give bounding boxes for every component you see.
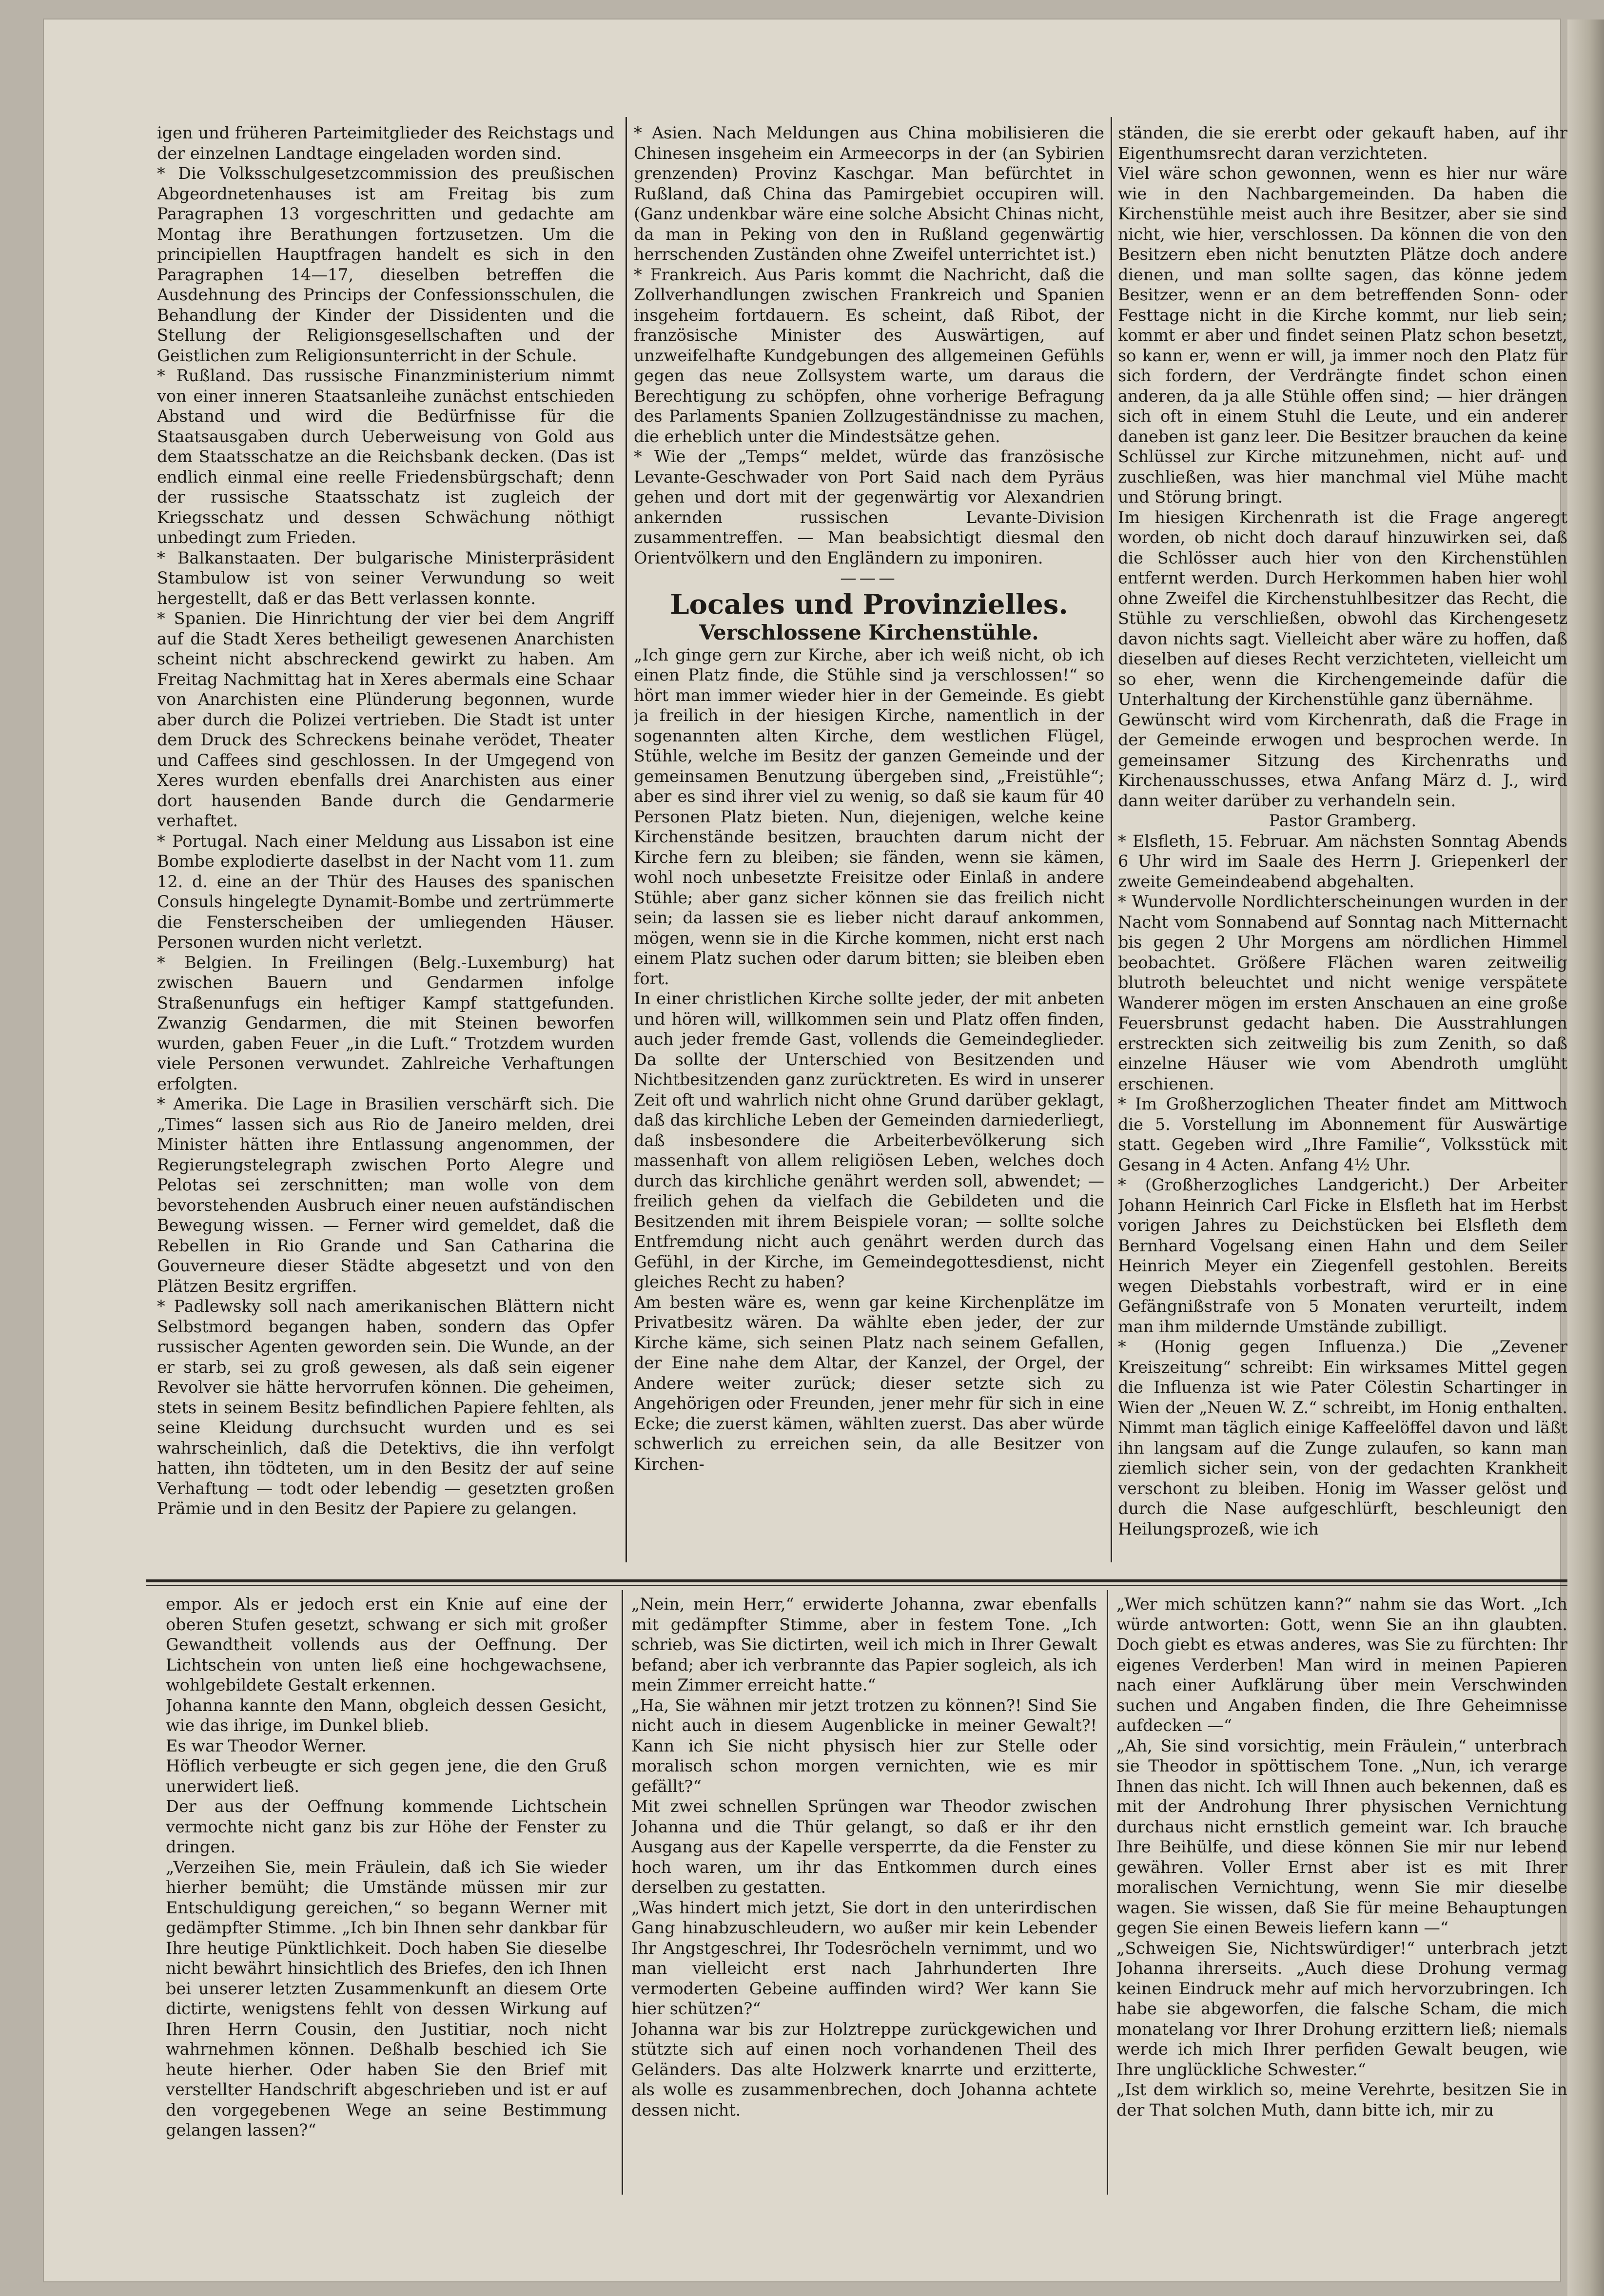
paragraph: * Frankreich. Aus Paris kommt die Nachricht, daß die Zollverhandlungen zwischen Frankreich und Spanien insgeheim fortdauern. Es scheint, daß Ribot, der französische Minister des Auswärtigen, auf unzweifelhafte Kundgebungen des allgemeinen Gefühls gegen das neue Zollsystem warte, um daraus die Berechtigung zu schöpfen, ohne vorherige Befragung des Parlaments Spanien Zollzugeständnisse zu machen, die erheblich unter die Mindestsätze gehen. <box>634 265 1104 446</box>
paragraph: Viel wäre schon gewonnen, wenn es hier nur wäre wie in den Nachbargemeinden. Da haben die Kirchenstühle meist auch ihre Besitzer, aber sie sind nicht, wie hier, verschlossen. Da können die von den Besitzern eben nicht benutzten Plätze doch andere dienen, und man sollte sagen, das könne jedem Besitzer, wenn er an dem betreffenden Sonn- oder Festtage nicht in die Kirche kommt, nur lieb sein; kommt er aber und findet seinen Platz schon besetzt, so kann er, wenn er will, ja immer noch den Platz für sich fordern, der Verdrängte findet schon einen anderen, da ja alle Stühle offen sind; — hier drängen sich oft in einem Stuhl die Leute, und ein anderer daneben ist ganz leer. Die Besitzer brauchen da keine Schlüssel zur Kirche mitzunehmen, nicht auf- und zuschließen, was hier manchmal viel Mühe macht und Störung bringt. <box>1118 164 1567 506</box>
paragraph: * Wie der „Temps“ meldet, würde das französische Levante-Geschwader von Port Said nach dem Pyräus gehen und dort mit der gegenwärtig vor Alexandrien ankernden russischen Levante-Division zusammentreffen. — Man beabsichtigt diesmal den Orientvölkern und den Engländern zu imponiren. <box>634 447 1104 567</box>
paragraph: * Amerika. Die Lage in Brasilien verschärft sich. Die „Times“ lassen sich aus Rio de Janeiro melden, drei Minister hätten ihre Entlassung angenommen, der Regierungstelegraph zwischen Porto Alegre und Pelotas sei zerschnitten; man wolle von dem bevorstehenden Ausbruch einer neuen aufständischen Bewegung wissen. — Ferner wird gemeldet, daß die Rebellen in Rio Grande und San Catharina die Gouverneure dieser Städte abgesetzt und von den Plätzen Besitz ergriffen. <box>157 1094 614 1296</box>
paragraph: In einer christlichen Kirche sollte jeder, der mit anbeten und hören will, willkommen sein und Platz offen finden, auch jeder fremde Gast, vollends die Gemeindeglieder. Da sollte der Unterschied von Besitzenden und Nichtbesitzenden ganz zurücktreten. Es wird in unserer Zeit oft und wahrlich nicht ohne Grund darüber geklagt, daß das kirchliche Leben der Gemeinden darniederliegt, daß insbesondere die Arbeiterbevölkerung sich massenhaft von allem religiösen Leben, welches doch durch das kirchliche genährt werden soll, abwendet; — freilich gehen da vielfach die Gebildeten und die Besitzenden mit ihrem Beispiele voran; — sollte solche Entfremdung nicht auch genährt werden durch das Gefühl, in der Kirche, im Gemeindegottesdienst, nicht gleiches Recht zu haben? <box>634 989 1104 1291</box>
paragraph: Der aus der Oeffnung kommende Lichtschein vermochte nicht ganz bis zur Höhe der Fenster zu dringen. <box>166 1797 607 1856</box>
paragraph: * Portugal. Nach einer Meldung aus Lissabon ist eine Bombe explodierte daselbst in der Nacht vom 11. zum 12. d. eine an der Thür des Hauses des spanischen Consuls hingelegte Dynamit-Bombe und zertrümmerte die Fensterscheiben der umliegenden Häuser. Personen wurden nicht verletzt. <box>157 831 614 952</box>
next-page-edge <box>1567 19 1604 2296</box>
top-column-3 <box>1118 123 1567 1561</box>
paragraph: Johanna war bis zur Holztreppe zurückgewichen und stützte sich auf einen noch vorhandenen Theil des Geländers. Das alte Holzwerk knarrte und erzitterte, als wolle es zusammenbrechen, doch Johanna achtete dessen nicht. <box>631 2019 1097 2120</box>
top-column-1 <box>157 123 614 1561</box>
paragraph: „Verzeihen Sie, mein Fräulein, daß ich Sie wieder hierher bemüht; die Umstände müssen mir zur Entschuldigung gereichen,“ so begann Werner mit gedämpfter Stimme. „Ich bin Ihnen sehr dankbar für Ihre heutige Pünktlichkeit. Doch haben Sie dieselbe nicht bewährt hinsichtlich des Briefes, den ich Ihnen bei unserer letzten Zusammenkunft an diesem Orte dictirte, wenigstens fehlt von dessen Wirkung auf Ihren Herrn Cousin, den Justitiar, noch nicht wahrnehmen können. Deßhalb beschied ich Sie heute hierher. Oder haben Sie den Brief mit verstellter Handschrift abgeschrieben und ist er auf den vorgegebenen Wege an seine Bestimmung gelangen lassen?“ <box>166 1857 607 2140</box>
section-heading: Locales und Provinzielles. <box>670 588 1068 621</box>
paragraph: * (Honig gegen Influenza.) Die „Zevener Kreiszeitung“ schreibt: Ein wirksames Mittel gegen die Influenza ist wie Pater Cölestin Schartinger in Wien der „Neuen W. Z.“ schreibt, im Honig enthalten. Nimmt man täglich einige Kaffeelöffel davon und läßt ihn langsam auf die Zunge zulaufen, so kann man ziemlich sicher sein, von der gedachten Krankheit verschont zu bleiben. Honig im Wasser gelöst und durch die Nase aufgeschlürft, beschleunigt den Heilungsprozeß, wie ich <box>1118 1337 1567 1538</box>
paragraph: * Asien. Nach Meldungen aus China mobilisieren die Chinesen insgeheim ein Armeecorps in der (an Sybirien grenzenden) Provinz Kaschgar. Man befürchtet in Rußland, daß China das Pamirgebiet occupiren will. (Ganz undenkbar wäre eine solche Absicht Chinas nicht, da man in Peking von den in Rußland gegenwärtig herrschenden Zuständen ohne Zweifel unterrichtet ist.) <box>634 123 1104 264</box>
paragraph: Höflich verbeugte er sich gegen jene, die den Gruß unerwidert ließ. <box>166 1756 607 1796</box>
paragraph: * Spanien. Die Hinrichtung der vier bei dem Angriff auf die Stadt Xeres betheiligt gewesenen Anarchisten scheint nicht abschreckend gewirkt zu haben. Am Freitag Nachmittag hat in Xeres abermals eine Schaar von Anarchisten eine Plünderung begonnen, wurde aber durch die Polizei vertrieben. Die Stadt ist unter dem Druck des Schreckens beinahe verödet, Theater und Caffees sind geschlossen. In der Umgegend von Xeres wurden ebenfalls drei Anarchisten aus einer dort hausenden Bande durch die Gendarmerie verhaftet. <box>157 609 614 830</box>
feuilleton-divider <box>146 1579 1567 1582</box>
paragraph: Gewünscht wird vom Kirchenrath, daß die Frage in der Gemeinde erwogen und besprochen werde. In gemeinsamer Sitzung des Kirchenraths und Kirchenausschusses, etwa Anfang März d. J., wird dann weiter darüber zu verhandeln sein. <box>1118 710 1567 810</box>
paragraph: „Was hindert mich jetzt, Sie dort in den unterirdischen Gang hinabzuschleudern, wo außer mir kein Lebender Ihr Angstgeschrei, Ihr Todesröcheln vernimmt, und wo man vielleicht erst nach Jahrhunderten Ihre vermoderten Gebeine auffinden wird? Wer kann Sie hier schützen?“ <box>631 1898 1097 2018</box>
column-rule <box>1111 117 1112 1562</box>
paragraph: * (Großherzogliches Landgericht.) Der Arbeiter Johann Heinrich Carl Ficke in Elsfleth hat im Herbst vorigen Jahres zu Deichstücken bei Elsfleth dem Bernhard Vogelsang einen Hahn und dem Seiler Heinrich Meyer ein Ziegenfell gestohlen. Bereits wegen Diebstahls vorbestraft, wird er in eine Gefängnißstrafe von 5 Monaten verurteilt, indem man ihm mildernde Umstände zubilligt. <box>1118 1175 1567 1336</box>
paragraph: „Ha, Sie wähnen mir jetzt trotzen zu können?! Sind Sie nicht auch in diesem Augenblicke in meiner Gewalt?! Kann ich Sie nicht physisch hier zur Stelle oder moralisch schon morgen vernichten, wie es mir gefällt?“ <box>631 1695 1097 1796</box>
paragraph: * Die Volksschulgesetzcommission des preußischen Abgeordnetenhauses ist am Freitag bis zum Paragraphen 13 vorgeschritten und gedachte am Montag ihre Berathungen fortzusetzen. Um die principiellen Hauptfragen handelt es sich in den Paragraphen 14—17, dieselben betreffen die Ausdehnung des Princips der Confessionsschulen, die Behandlung der Kinder der Dissidenten und die Stellung der Religionsgesellschaften und der Geistlichen zum Religionsunterricht in der Schule. <box>157 164 614 365</box>
column-rule <box>622 1590 623 2195</box>
column-rule <box>626 117 627 1562</box>
paragraph: ständen, die sie ererbt oder gekauft haben, auf ihr Eigenthumsrecht daran verzichteten. <box>1118 123 1567 163</box>
paragraph: Am besten wäre es, wenn gar keine Kirchenplätze im Privatbesitz wären. Da wählte eben jeder, der zur Kirche käme, sich seinen Platz nach seinem Gefallen, der Eine nahe dem Altar, der Kanzel, der Orgel, der Andere weiter zurück; dieser setzte sich zu Angehörigen oder Freunden, jener mehr für sich in eine Ecke; die zuerst kämen, wählten zuerst. Das aber würde schwerlich zu erreichen sein, da alle Besitzer von Kirchen- <box>634 1292 1104 1474</box>
paragraph: „Wer mich schützen kann?“ nahm sie das Wort. „Ich würde antworten: Gott, wenn Sie an ihn glaubten. Doch giebt es etwas anderes, was Sie zu fürchten: Ihr eigenes Verderben! Man wird in meinen Papieren nach einer Aufklärung über mein Verschwinden suchen und Angaben finden, die Ihre Geheimnisse aufdecken —“ <box>1116 1595 1567 1735</box>
author-signature: Pastor Gramberg. <box>1269 811 1417 830</box>
paragraph: Mit zwei schnellen Sprüngen war Theodor zwischen Johanna und die Thür gelangt, so daß er ihr den Ausgang aus der Kapelle versperrte, da die Fenster zu hoch waren, um ihr das Entkommen durch eines derselben zu gestatten. <box>631 1797 1097 1897</box>
paragraph: „Schweigen Sie, Nichtswürdiger!“ unterbrach jetzt Johanna ihrerseits. „Auch diese Drohung vermag keinen Eindruck mehr auf mich hervorzubringen. Ich habe sie abgeworfen, die falsche Scham, die mich monatelang vor Ihrer Drohung erzittern ließ; niemals werde ich mich Ihrer perfiden Gewalt beugen, wie Ihre unglückliche Schwester.“ <box>1116 1938 1567 2079</box>
paragraph: * Elsfleth, 15. Februar. Am nächsten Sonntag Abends 6 Uhr wird im Saale des Herrn J. Griepenkerl der zweite Gemeindeabend abgehalten. <box>1118 831 1567 891</box>
paragraph: Im hiesigen Kirchenrath ist die Frage angeregt worden, ob nicht doch darauf hinzuwirken sei, daß die Schlösser auch hier von den Kirchenstühlen entfernt werden. Durch Herkommen haben hier wohl ohne Zweifel die Kirchenstuhlbesitzer das Recht, die Stühle zu verschließen, obwohl das Kirchengesetz davon nichts sagt. Vielleicht aber wäre zu hoffen, daß dieselben auf dieses Recht verzichteten, vielleicht um so eher, wenn die Kirchengemeinde dafür die Unterhaltung der Kirchenstühle ganz übernähme. <box>1118 507 1567 709</box>
paragraph: Johanna kannte den Mann, obgleich dessen Gesicht, wie das ihrige, im Dunkel blieb. <box>166 1695 607 1735</box>
paragraph: „Ah, Sie sind vorsichtig, mein Fräulein,“ unterbrach sie Theodor in spöttischem Tone. „Nun, ich verarge Ihnen das nicht. Ich will Ihnen auch bekennen, daß es mit der Androhung Ihrer physischen Vernichtung durchaus nicht ernstlich gemeint war. Ich brauche Ihre Beihülfe, und diese können Sie mir nur lebend gewähren. Voller Ernst aber ist es mit Ihrer moralischen Vernichtung, wenn Sie mir dieselbe wagen. Sie wissen, daß Sie für meine Behauptungen gegen Sie einen Beweis liefern kann —“ <box>1116 1736 1567 1937</box>
paragraph: empor. Als er jedoch erst ein Knie auf eine der oberen Stufen gesetzt, schwang er sich mit großer Gewandtheit vollends aus der Oeffnung. Der Lichtschein von unten ließ eine hochgewachsene, wohlgebildete Gestalt erkennen. <box>166 1595 607 1694</box>
paragraph: * Belgien. In Freilingen (Belg.-Luxemburg) hat zwischen Bauern und Gendarmen infolge Straßenunfugs ein heftiger Kampf stattgefunden. Zwanzig Gendarmen, die mit Steinen beworfen wurden, gaben Feuer „in die Luft.“ Trotzdem wurden viele Personen verwundet. Zahlreiche Verhaftungen erfolgten. <box>157 953 614 1093</box>
feuilleton-divider-thin <box>146 1585 1567 1586</box>
paragraph: * Wundervolle Nordlichterscheinungen wurden in der Nacht vom Sonnabend auf Sonntag nach Mitternacht bis gegen 2 Uhr Morgens am nördlichen Himmel beobachtet. Größere Flächen waren zeitweilig blutroth beleuchtet und nicht wenige verspätete Wanderer mögen im ersten Anschauen an eine große Feuersbrunst gedacht haben. Die Ausstrahlungen erstreckten sich zeitweilig bis zum Zenith, so daß einzelne Häuser wie vom Abendroth umglüht erschienen. <box>1118 892 1567 1093</box>
paragraph: „Nein, mein Herr,“ erwiderte Johanna, zwar ebenfalls mit gedämpfter Stimme, aber in festem Tone. „Ich schrieb, was Sie dictirten, weil ich mich in Ihrer Gewalt befand; aber ich verbrannte das Papier sogleich, als ich mein Zimmer erreicht hatte.“ <box>631 1595 1097 1694</box>
top-column-2 <box>634 123 1104 1561</box>
feuilleton-column-2 <box>631 1594 1097 2194</box>
feuilleton-column-3 <box>1116 1594 1567 2194</box>
separator: ——— <box>840 568 898 587</box>
article-title: Verschlossene Kirchenstühle. <box>699 620 1039 644</box>
paragraph: „Ist dem wirklich so, meine Verehrte, besitzen Sie in der That solchen Muth, dann bitte ich, mir zu <box>1116 2080 1567 2120</box>
column-rule <box>1107 1590 1108 2195</box>
paragraph: * Rußland. Das russische Finanzministerium nimmt von einer inneren Staatsanleihe zunächst entschieden Abstand und wird die Bedürfnisse für die Staatsausgaben durch Ueberweisung von Gold aus dem Staatsschatze an die Reichsbank decken. (Das ist endlich einmal eine reelle Friedensbürgschaft; denn der russische Staatsschatz ist zugleich der Kriegsschatz und dessen Schwächung nöthigt unbedingt zum Frieden. <box>157 366 614 547</box>
paragraph: „Ich ginge gern zur Kirche, aber ich weiß nicht, ob ich einen Platz finde, die Stühle sind ja verschlossen!“ so hört man immer wieder hier in der Gemeinde. Es giebt ja freilich in der hiesigen Kirche, namentlich in der sogenannten alten Kirche, dem westlichen Flügel, Stühle, welche im Besitz der ganzen Gemeinde und der gemeinsamen Benutzung übergeben sind, „Freistühle“; aber es sind ihrer viel zu wenig, so daß sie kaum für 40 Personen Platz bieten. Nun, diejenigen, welche keine Kirchenstände besitzen, brauchten darum nicht der Kirche fern zu bleiben; sie fänden, wenn sie kämen, wohl noch unbesetzte Freisitze oder Einlaß in andere Stühle; aber ganz sicher können sie das freilich nicht sein; da lassen sie es lieber nicht darauf ankommen, mögen, wenn sie in die Kirche kommen, nicht erst nach einem Platz suchen oder darum bitten; sie bleiben eben fort. <box>634 645 1104 988</box>
paragraph: * Im Großherzoglichen Theater findet am Mittwoch die 5. Vorstellung im Abonnement für Auswärtige statt. Gegeben wird „Ihre Familie“, Volksstück mit Gesang in 4 Acten. Anfang 4½ Uhr. <box>1118 1094 1567 1174</box>
paragraph: Es war Theodor Werner. <box>166 1736 367 1755</box>
paragraph: * Balkanstaaten. Der bulgarische Ministerpräsident Stambulow ist von seiner Verwundung so weit hergestellt, daß er das Bett verlassen konnte. <box>157 548 614 608</box>
paragraph: igen und früheren Parteimitglieder des Reichstags und der einzelnen Landtage eingeladen worden sind. <box>157 123 614 163</box>
paragraph: * Padlewsky soll nach amerikanischen Blättern nicht Selbstmord begangen haben, sondern das Opfer russischer Agenten geworden sein. Die Wunde, an der er starb, sei zu groß gewesen, als daß sein eigener Revolver sie hätte hervorrufen können. Die geheimen, stets in seinem Besitz befindlichen Papiere fehlten, als seine Kleidung durchsucht wurden und es sei wahrscheinlich, daß die Detektivs, die ihn verfolgt hatten, ihn tödteten, um in den Besitz der auf seine Verhaftung — todt oder lebendig — gesetzten großen Prämie und in den Besitz der Papiere zu gelangen. <box>157 1297 614 1518</box>
feuilleton-column-1 <box>166 1594 607 2194</box>
